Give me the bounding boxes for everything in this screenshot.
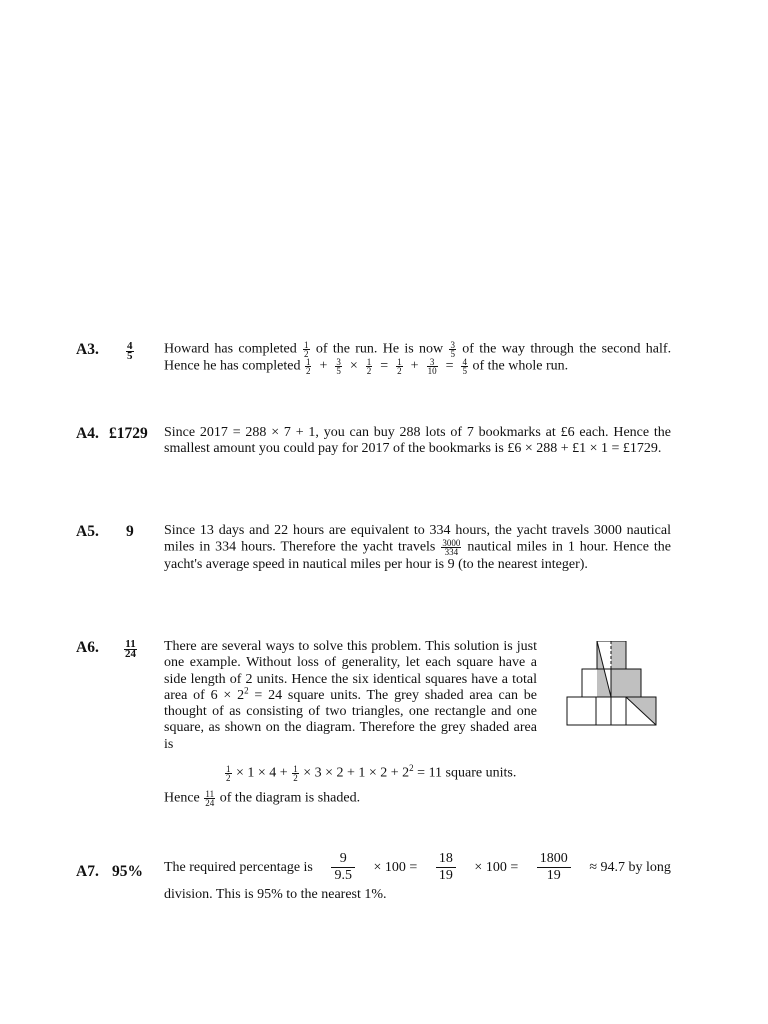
answer: 9 (126, 523, 134, 540)
question-label: A5. (76, 523, 99, 540)
answer: $\frac{11}{24}$ (125, 638, 136, 660)
answer: $\frac{4}{5}$ (127, 340, 133, 362)
solution-text: Since 2017 = 288 × 7 + 1, you can buy 288 lots of 7 bookmarks at £6 each. Hence the smallest amount you could pay for 2017 of the bookmarks is £6 × 288 + £1 × 1 = £1729. (164, 425, 671, 457)
squares-diagram (566, 641, 658, 727)
question-label: A3. (76, 341, 99, 358)
shaded-square (611, 669, 641, 697)
answer: 95% (112, 863, 143, 880)
question-label: A4. (76, 425, 99, 442)
percentage-equation: The required percentage is $\frac{9}{9.5}$ × 100 = $\frac{18}{19}$ × 100 = $\frac{1800}{19}$ ≈ 94.7 by long (164, 851, 671, 883)
answer: £1729 (109, 425, 148, 442)
area-equation: $\frac{1}{2}$ × 1 × 4 + $\frac{1}{2}$ × $3 \times 2 + 1 \times 2 + 2^2 = 11$ square units. (226, 763, 517, 783)
solution-text: There are several ways to solve this problem. This solution is just one example. Without loss of generality, let each square have a side length of 2 units. Hence the six identical squares have a total area of $6 \times 2^2 = 24$ square units. The grey shaded area can be thought of as consisting of two triangles, one rectangle and one square, as shown on the diagram. Therefore the grey shaded area is (164, 639, 537, 752)
conclusion-text: Hence $\frac{11}{24}$ of the diagram is shaded. (164, 789, 361, 808)
shaded-rectangle (611, 641, 626, 669)
solution-text: Howard has completed $\frac{1}{2}$ of the run. He is now $\frac{3}{5}$ of the way through the second half. Hence he has completed $\frac{1}{2}$ + $\frac{3}{5}$ × $\frac{1}{2}$ = $\frac{1}{2}$ + $\frac{3}{10}$ = $\frac{4}{5}$ of the whole run. (164, 340, 672, 377)
question-label: A6. (76, 639, 99, 656)
solution-text: division. This is 95% to the nearest 1%. (164, 887, 387, 902)
square (567, 697, 596, 725)
solution-text: Since 13 days and 22 hours are equivalent to 334 hours, the yacht travels 3000 nautical miles in 334 hours. Therefore the yacht travels $\frac{3000}{334}$ nautical miles in 1 hour. Hence the yacht's average speed in nautical miles per hour is 9 (to the nearest integer). (164, 523, 672, 572)
question-label: A7. (76, 863, 99, 880)
